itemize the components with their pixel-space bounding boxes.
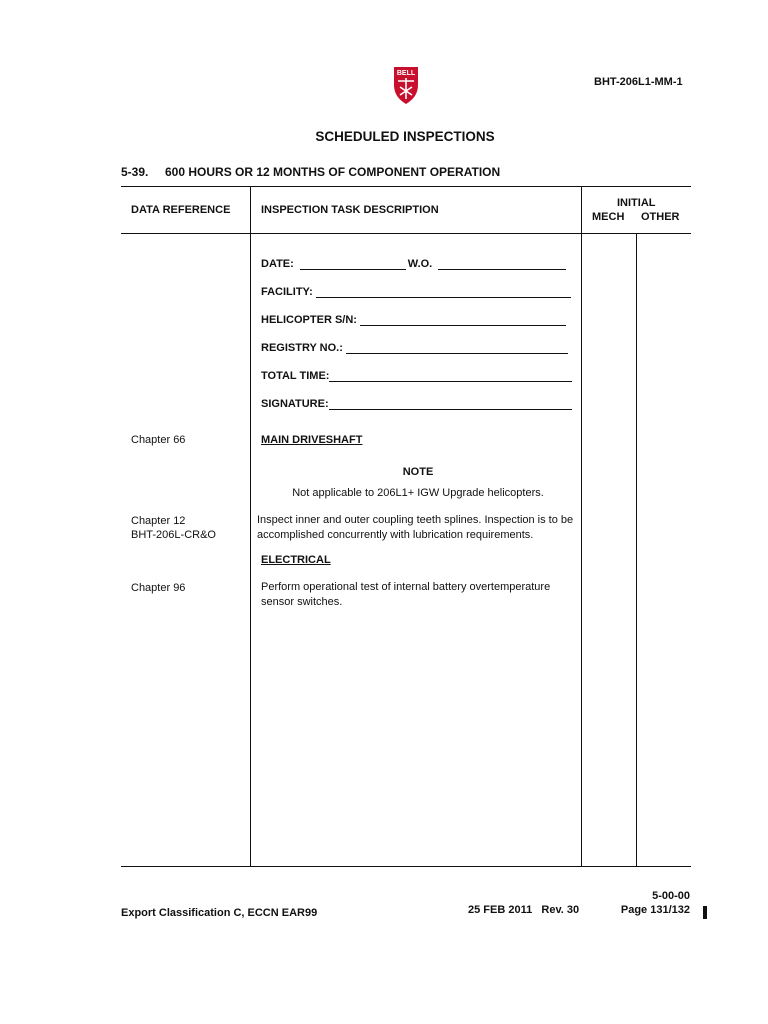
- coupling-task-text: Inspect inner and outer coupling teeth splines. Inspection is to be accomplished concurrently with lubrication requirements.: [257, 514, 574, 541]
- header-other: OTHER: [641, 211, 680, 223]
- note-heading: NOTE: [402, 466, 434, 478]
- column-divider-reference: [250, 186, 251, 867]
- helicopter-sn-blank[interactable]: [360, 314, 566, 326]
- chapter-reference: 5-00-00: [652, 890, 690, 902]
- total-time-blank[interactable]: [329, 370, 572, 382]
- bell-logo: [391, 65, 421, 105]
- wo-label: W.O.: [407, 258, 433, 270]
- registry-no-label: REGISTRY NO.:: [261, 342, 343, 354]
- helicopter-sn-field: [261, 314, 566, 326]
- registry-no-field: [261, 342, 568, 354]
- total-time-label: TOTAL TIME:: [261, 370, 330, 382]
- wo-blank[interactable]: [438, 258, 566, 270]
- page-title: SCHEDULED INSPECTIONS: [315, 129, 495, 144]
- registry-no-blank[interactable]: [346, 342, 568, 354]
- section-title: 600 HOURS OR 12 MONTHS OF COMPONENT OPERATION: [165, 165, 501, 179]
- section-number: 5-39.: [121, 165, 149, 179]
- header-data-reference: DATA REFERENCE: [131, 204, 231, 216]
- total-time-field: [261, 370, 572, 382]
- column-divider-initial: [636, 233, 637, 867]
- date-revision: 25 FEB 2011 Rev. 30: [468, 904, 580, 916]
- helicopter-sn-label: HELICOPTER S/N:: [261, 314, 357, 326]
- date-label: DATE:: [261, 258, 294, 270]
- facility-blank[interactable]: [316, 286, 571, 298]
- note-text: Not applicable to 206L1+ IGW Upgrade helicopters.: [292, 487, 544, 499]
- signature-label: SIGNATURE:: [261, 398, 329, 410]
- date-blank[interactable]: [300, 258, 406, 270]
- document-number: BHT-206L1-MM-1: [594, 76, 683, 88]
- facility-field: [261, 286, 571, 298]
- facility-label: FACILITY:: [261, 286, 313, 298]
- header-mech: MECH: [592, 211, 625, 223]
- header-task-description: INSPECTION TASK DESCRIPTION: [261, 204, 439, 216]
- signature-field: [261, 398, 572, 410]
- battery-task-text: Perform operational test of internal battery overtemperature sensor switches.: [261, 581, 551, 608]
- table-bottom-rule: [121, 866, 691, 867]
- reference-chapter-66: Chapter 66: [131, 434, 186, 446]
- reference-chapter-12-line1: Chapter 12: [131, 515, 186, 527]
- page-number: Page 131/132: [620, 904, 690, 916]
- reference-chapter-12-line2: BHT-206L-CR&O: [131, 529, 216, 541]
- revision-bar: [703, 906, 707, 919]
- column-divider-description: [581, 186, 582, 867]
- heading-electrical: ELECTRICAL: [261, 554, 331, 566]
- export-classification: Export Classification C, ECCN EAR99: [121, 907, 318, 919]
- heading-main-driveshaft: MAIN DRIVESHAFT: [261, 434, 363, 446]
- table-top-rule: [121, 186, 691, 187]
- header-initial: INITIAL: [617, 197, 656, 209]
- table-header-rule: [121, 233, 691, 234]
- reference-chapter-96: Chapter 96: [131, 582, 186, 594]
- signature-blank[interactable]: [329, 398, 572, 410]
- reference-chapter-12: [131, 514, 216, 542]
- date-wo-field: [261, 258, 566, 270]
- logo-text: BELL: [396, 70, 416, 77]
